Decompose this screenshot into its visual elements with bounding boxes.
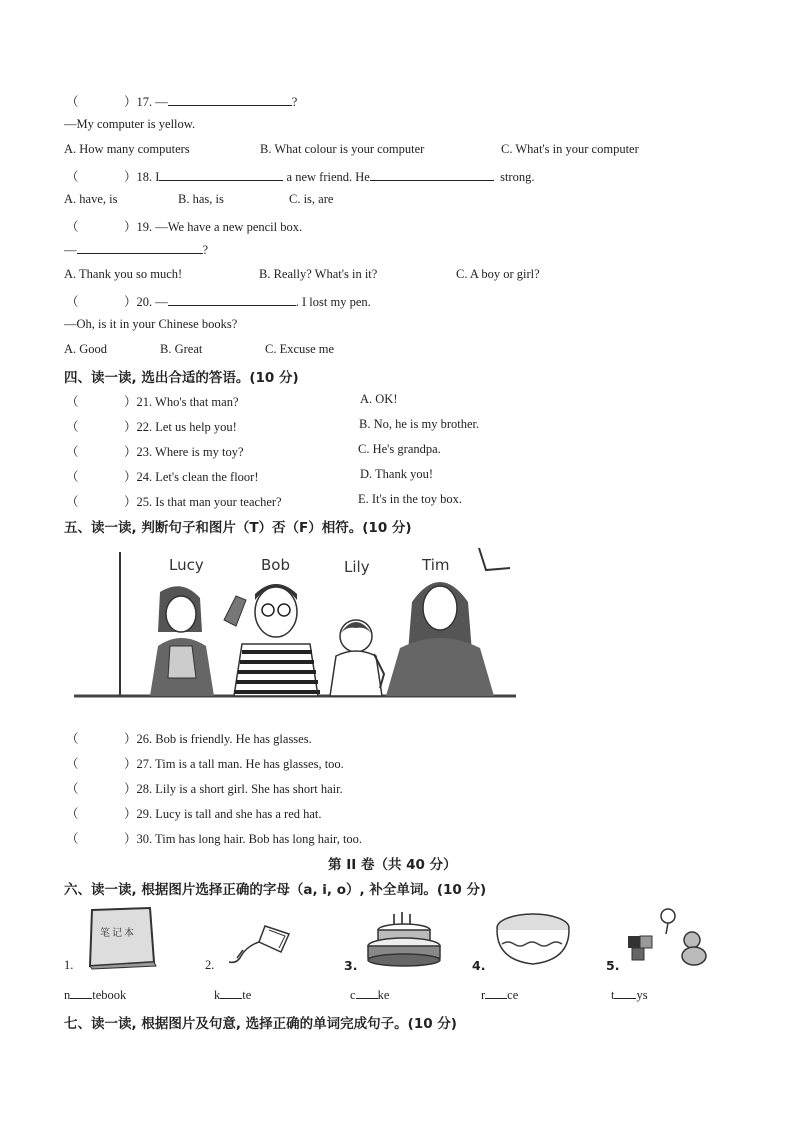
answer-d: D. Thank you!: [360, 467, 434, 481]
q17-end: ?: [291, 95, 298, 109]
item5-number: 5.: [606, 958, 620, 973]
q20-reply: —Oh, is it in your Chinese books?: [64, 317, 238, 331]
cake-picture: [364, 910, 444, 968]
word3-blank[interactable]: [356, 987, 378, 999]
word4-blank[interactable]: [485, 987, 507, 999]
q28-line: [66, 779, 343, 797]
q26-text: ）26. Bob is friendly. He has glasses.: [124, 732, 312, 746]
q27-line: [66, 754, 344, 772]
q19-option-c[interactable]: C. A boy or girl?: [456, 267, 540, 281]
word4: [481, 987, 518, 1003]
name-bob: Bob: [261, 556, 290, 574]
q19-end: ?: [202, 243, 209, 257]
q24-text: ）24. Let's clean the floor!: [124, 470, 259, 484]
answer-c: C. He's grandpa.: [358, 442, 441, 456]
section7-title: 七、读一读, 根据图片及句意, 选择正确的单词完成句子。(10 分): [64, 1016, 457, 1032]
q18-blank-1[interactable]: [159, 169, 283, 181]
q20-blank[interactable]: [168, 294, 296, 306]
word5-pre: t: [611, 988, 615, 1002]
q20-number: ）20. —: [124, 295, 168, 309]
rice-bowl-picture: [492, 908, 574, 968]
q22-line: [66, 417, 237, 435]
answer-paren[interactable]: （: [66, 95, 79, 109]
q18-number: ）18. I: [124, 170, 160, 184]
q17-reply: —My computer is yellow.: [64, 117, 196, 131]
word5-blank[interactable]: [614, 987, 636, 999]
q21-line: [66, 392, 239, 410]
word1: [64, 987, 126, 1003]
q23-line: [66, 442, 244, 460]
section4-title: 四、读一读, 选出合适的答语。(10 分): [64, 370, 299, 386]
q19-option-a[interactable]: A. Thank you so much!: [64, 267, 183, 281]
item2-number: 2.: [205, 958, 215, 972]
name-lily: Lily: [344, 558, 370, 576]
q19-reply-line: [64, 242, 208, 258]
q18-option-b[interactable]: B. has, is: [178, 192, 224, 206]
word2-post: te: [242, 988, 252, 1002]
answer-paren[interactable]: （: [66, 732, 79, 746]
answer-a: A. OK!: [360, 392, 398, 406]
name-tim: Tim: [422, 556, 450, 574]
answer-paren[interactable]: （: [66, 470, 79, 484]
q18-blank-2[interactable]: [370, 169, 494, 181]
q18-end: strong.: [500, 170, 535, 184]
q24-line: [66, 467, 259, 485]
word2-pre: k: [214, 988, 221, 1002]
section6-title: 六、读一读, 根据图片选择正确的字母（a, i, o）, 补全单词。(10 分): [64, 882, 487, 898]
q17-option-a[interactable]: A. How many computers: [64, 142, 190, 156]
answer-paren[interactable]: （: [66, 782, 79, 796]
q17-option-c[interactable]: C. What's in your computer: [501, 142, 639, 156]
q25-line: [66, 492, 282, 510]
word1-pre: n: [64, 988, 71, 1002]
q27-text: ）27. Tim is a tall man. He has glasses, too.: [124, 757, 344, 771]
q29-text: ）29. Lucy is tall and she has a red hat.: [124, 807, 322, 821]
q20-option-b[interactable]: B. Great: [160, 342, 203, 356]
q25-text: ）25. Is that man your teacher?: [124, 495, 282, 509]
answer-e: E. It's in the toy box.: [358, 492, 462, 506]
answer-paren[interactable]: （: [66, 445, 79, 459]
word4-pre: r: [481, 988, 486, 1002]
word3: [350, 987, 389, 1003]
q19-number: ）19. —We have a new pencil box.: [124, 220, 303, 234]
answer-paren[interactable]: （: [66, 395, 79, 409]
q30-line: [66, 829, 362, 847]
lucy-figure: [150, 586, 214, 696]
q20-option-c[interactable]: C. Excuse me: [265, 342, 335, 356]
item3-number: 3.: [344, 958, 358, 973]
answer-paren[interactable]: （: [66, 832, 79, 846]
word2: [214, 987, 251, 1003]
q22-text: ）22. Let us help you!: [124, 420, 237, 434]
q19-option-b[interactable]: B. Really? What's in it?: [259, 267, 378, 281]
q17-blank[interactable]: [168, 94, 292, 106]
q18-line: [66, 167, 534, 185]
word5-post: ys: [636, 988, 648, 1002]
section5-title: 五、读一读, 判断句子和图片（T）否（F）相符。(10 分): [64, 520, 412, 536]
answer-paren[interactable]: （: [66, 220, 79, 234]
tim-figure: [386, 582, 494, 696]
word5: [611, 987, 648, 1003]
word4-post: ce: [507, 988, 519, 1002]
item4-number: 4.: [472, 958, 486, 973]
word2-blank[interactable]: [220, 987, 242, 999]
lily-figure: [330, 620, 384, 696]
q23-text: ）23. Where is my toy?: [124, 445, 244, 459]
q18-option-a[interactable]: A. have, is: [64, 192, 118, 206]
item1-number: 1.: [64, 958, 74, 972]
q20-option-a[interactable]: A. Good: [64, 342, 108, 356]
answer-paren[interactable]: （: [66, 807, 79, 821]
q19-dash: —: [64, 243, 77, 257]
q19-blank[interactable]: [77, 242, 203, 254]
bob-figure: [224, 584, 320, 696]
answer-paren[interactable]: （: [66, 170, 79, 184]
word3-pre: c: [350, 988, 356, 1002]
word1-post: tebook: [92, 988, 127, 1002]
q17-line: [66, 92, 297, 110]
q30-text: ）30. Tim has long hair. Bob has long hair, too.: [124, 832, 363, 846]
q17-option-b[interactable]: B. What colour is your computer: [260, 142, 425, 156]
word1-blank[interactable]: [70, 987, 92, 999]
q26-line: [66, 729, 312, 747]
q20-line: [66, 292, 371, 310]
q21-text: ）21. Who's that man?: [124, 395, 239, 409]
answer-paren[interactable]: （: [66, 420, 79, 434]
characters-illustration: [74, 544, 516, 704]
kite-picture: [225, 920, 295, 968]
q18-mid: a new friend. He: [286, 170, 370, 184]
q17-number: ）17. —: [124, 95, 168, 109]
name-lucy: Lucy: [169, 556, 204, 574]
answer-paren[interactable]: （: [66, 495, 79, 509]
q29-line: [66, 804, 322, 822]
answer-paren[interactable]: （: [66, 295, 79, 309]
answer-paren[interactable]: （: [66, 757, 79, 771]
word3-post: ke: [377, 988, 390, 1002]
toys-picture: [622, 906, 716, 968]
answer-b: B. No, he is my brother.: [359, 417, 480, 431]
q20-end: . I lost my pen.: [295, 295, 371, 309]
q18-option-c[interactable]: C. is, are: [289, 192, 334, 206]
q28-text: ）28. Lily is a short girl. She has short hair.: [124, 782, 343, 796]
part2-title: 第 II 卷（共 40 分）: [328, 857, 457, 873]
q19-line: [66, 217, 302, 235]
notebook-picture: [86, 906, 158, 970]
notebook-cover-text: 笔记本: [100, 928, 136, 939]
